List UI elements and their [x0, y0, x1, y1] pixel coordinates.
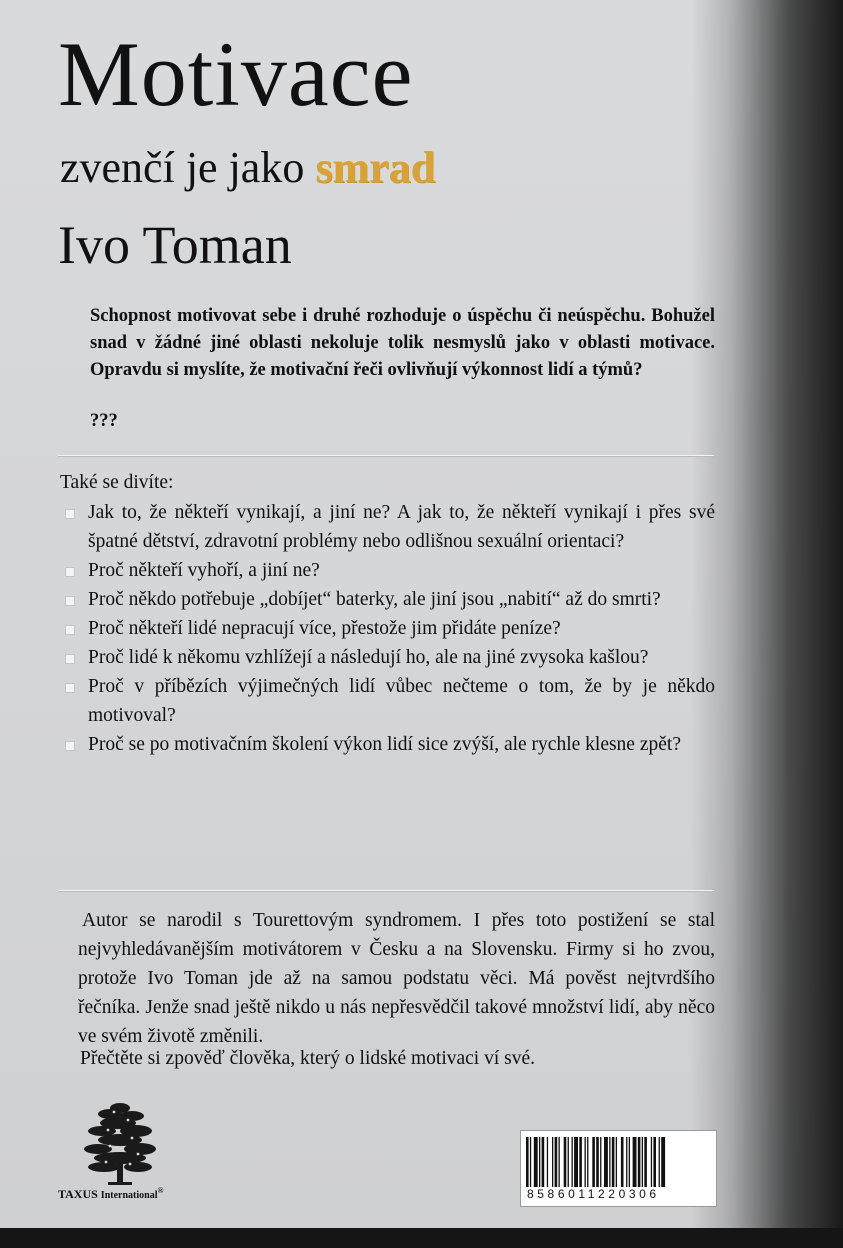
square-bullet-icon	[65, 596, 75, 606]
barcode-bars-icon	[526, 1137, 711, 1187]
subtitle-accent-word: smrad	[315, 143, 436, 192]
barcode	[520, 1130, 717, 1207]
scan-edge	[0, 1228, 843, 1248]
question-list	[60, 498, 715, 759]
list-item: Jak to, že někteří vynikají, a jiní ne? A jak to, že někteří vynikají i přes své špatné dětství, zdravotní problémy nebo odlišnou sexuální orientaci?	[60, 498, 715, 556]
square-bullet-icon	[65, 567, 75, 577]
intro-paragraph: Schopnost motivovat sebe i druhé rozhoduje o úspěchu či neúspěchu. Bohužel snad v žádné jiné oblasti nekoluje tolik nesmyslů jako v oblasti motivace. Opravdu si myslíte, že motivační řeči ovlivňují výkonnost lidí a týmů?	[90, 306, 715, 380]
barcode-digits: 8586011220306	[527, 1187, 660, 1201]
square-bullet-icon	[65, 625, 75, 635]
about-author-closing: Přečtěte si zpověď člověka, který o lidské motivaci ví své.	[80, 1048, 536, 1069]
square-bullet-icon	[65, 654, 75, 664]
about-author-paragraph: Autor se narodil s Tourettovým syndromem. I přes toto postižení se stal nejvyhledávanějším motivátorem v Česku a na Slovensku. Firmy si ho zvou, protože Ivo Toman jde až na samou podstatu věci. Má pověst nejtvrdšího řečníka. Jenže snad ještě nikdo u nás nepřesvědčil takové množství lidí, aby něco ve svém životě změnili.	[78, 910, 715, 1047]
divider-bottom	[58, 890, 714, 891]
list-item: Proč se po motivačním školení výkon lidí sice zvýší, ale rychle klesne zpět?	[60, 730, 715, 759]
square-bullet-icon	[65, 683, 75, 693]
list-item: Proč v příbězích výjimečných lidí vůbec nečteme o tom, že by je někdo motivoval?	[60, 672, 715, 730]
book-subtitle	[60, 143, 436, 192]
square-bullet-icon	[65, 509, 75, 519]
questions-lead: Také se divíte:	[60, 472, 174, 493]
square-bullet-icon	[65, 741, 75, 751]
divider-top	[58, 455, 714, 456]
list-item: Proč lidé k někomu vzhlížejí a následují ho, ale na jiné zvysoka kašlou?	[60, 643, 715, 672]
book-title: Motivace	[58, 23, 414, 125]
subtitle-prefix: zvenčí je jako	[60, 143, 316, 192]
publisher-logo	[58, 1098, 228, 1203]
tree-icon	[80, 1098, 160, 1186]
list-item: Proč někteří vyhoří, a jiní ne?	[60, 556, 715, 585]
book-author: Ivo Toman	[58, 215, 292, 275]
publisher-name: TAXUS International®	[58, 1186, 164, 1201]
intro-question-marks: ???	[90, 411, 118, 431]
list-item: Proč někdo potřebuje „dobíjet“ baterky, ale jiní jsou „nabití“ až do smrti?	[60, 585, 715, 614]
list-item: Proč někteří lidé nepracují více, přestože jim přidáte peníze?	[60, 614, 715, 643]
